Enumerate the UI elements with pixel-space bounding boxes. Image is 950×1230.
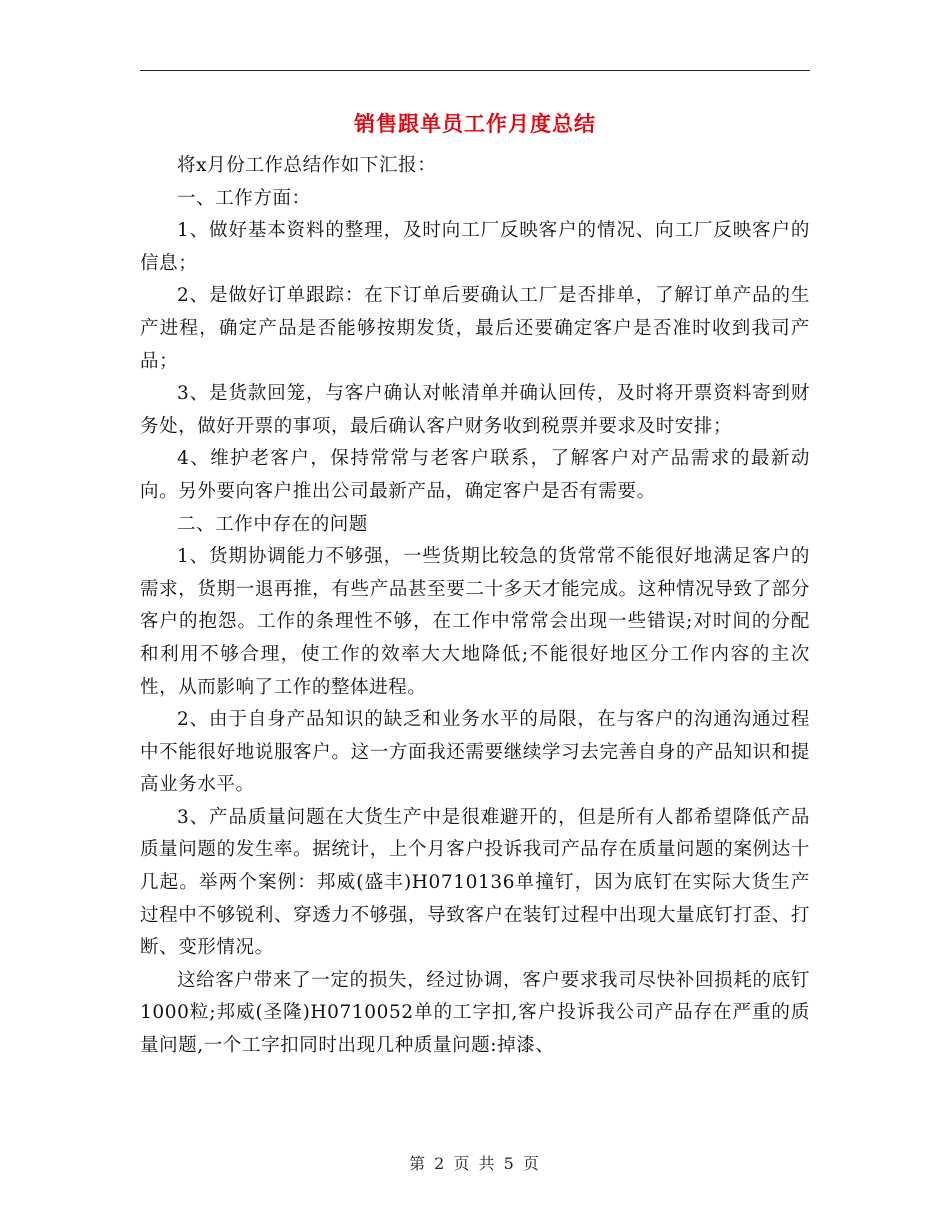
document-title: 销售跟单员工作月度总结 xyxy=(354,112,596,136)
document-body xyxy=(140,150,810,1063)
paragraph-problem-2: 2、由于自身产品知识的缺乏和业务水平的局限，在与客户的沟通沟通过程中不能很好地说服客户。这一方面我还需要继续学习去完善自身的产品知识和提高业务水平。 xyxy=(140,709,810,796)
paragraph-problem-1: 1、货期协调能力不够强，一些货期比较急的货常常不能很好地满足客户的需求，货期一退再推，有些产品甚至要二十多天才能完成。这种情况导致了部分客户的抱怨。工作的条理性不够，在工作中常常会出现一些错误;对时间的分配和利用不够合理，使工作的效率大大地降低;不能很好地区分工作内容的主次性，从而影响了工作的整体进程。 xyxy=(140,546,810,698)
section-heading-problems: 二、工作中存在的问题 xyxy=(177,513,369,535)
paragraph-intro: 将x月份工作总结作如下汇报： xyxy=(177,155,437,176)
paragraph-problem-3-continued: 这给客户带来了一定的损失，经过协调，客户要求我司尽快补回损耗的底钉1000粒;邦威(圣隆)H0710052单的工字扣,客户投诉我公司产品存在严重的质量问题,一个工字扣同时出现几种质量问题:掉漆、 xyxy=(140,969,810,1057)
paragraph-work-4: 4、维护老客户，保持常常与老客户联系，了解客户对产品需求的最新动向。另外要向客户推出公司最新产品，确定客户是否有需要。 xyxy=(140,448,810,502)
section-heading-work: 一、工作方面： xyxy=(177,187,311,209)
paragraph-problem-3: 3、产品质量问题在大货生产中是很难避开的，但是所有人都希望降低产品质量问题的发生率。据统计，上个月客户投诉我司产品存在质量问题的案例达十几起。举两个案例：邦威(盛丰)H0710136单撞钉，因为底钉在实际大货生产过程中不够锐利、穿透力不够强，导致客户在装钉过程中出现大量底钉打歪、打断、变形情况。 xyxy=(140,806,810,959)
header-rule xyxy=(140,70,810,71)
page-footer: 第 2 页 共 5 页 xyxy=(409,1154,541,1173)
paragraph-work-1: 1、做好基本资料的整理，及时向工厂反映客户的情况、向工厂反映客户的信息； xyxy=(140,220,810,274)
paragraph-work-2: 2、是做好订单跟踪：在下订单后要确认工厂是否排单，了解订单产品的生产进程，确定产品是否能够按期发货，最后还要确定客户是否准时收到我司产品； xyxy=(140,285,810,372)
paragraph-work-3: 3、是货款回笼，与客户确认对帐清单并确认回传，及时将开票资料寄到财务处，做好开票的事项，最后确认客户财务收到税票并要求及时安排； xyxy=(140,383,810,437)
